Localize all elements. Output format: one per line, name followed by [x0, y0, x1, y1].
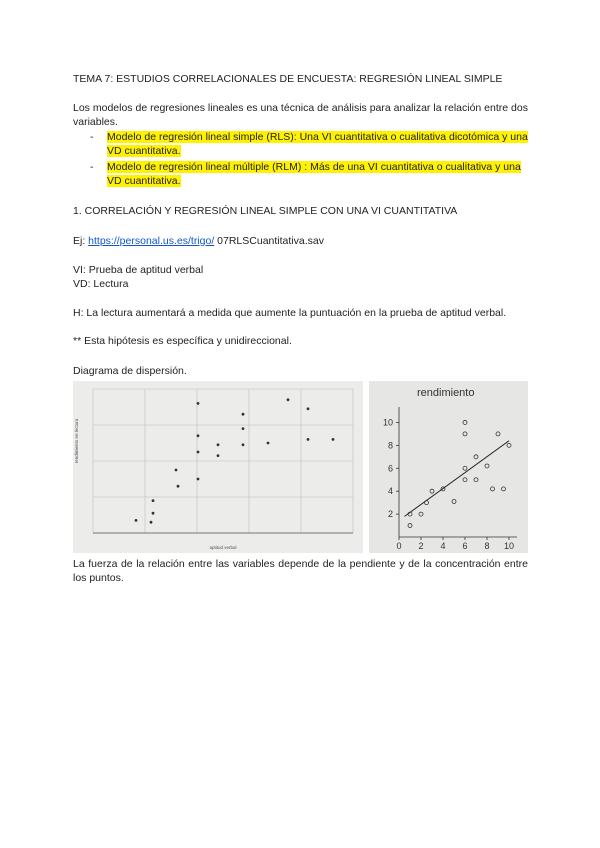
- scatter-chart-rendimiento: [369, 381, 528, 553]
- data-point: [197, 434, 200, 437]
- scatter-figure-right: [369, 381, 528, 553]
- data-point: [217, 443, 220, 446]
- data-point: [242, 443, 245, 446]
- example-link[interactable]: https://personal.us.es/trigo/: [88, 235, 215, 247]
- data-point: [452, 499, 456, 503]
- data-point: [217, 454, 220, 457]
- data-point: [307, 438, 310, 441]
- diagram-label: Diagrama de dispersión.: [73, 365, 187, 377]
- data-point: [152, 512, 155, 515]
- x-tick-label: 2: [418, 541, 424, 551]
- data-point: [408, 524, 412, 528]
- data-point: [474, 478, 478, 482]
- data-point: [197, 402, 200, 405]
- data-point: [150, 521, 153, 524]
- intro-paragraph: Los modelos de regresiones lineales es una técnica de análisis para analizar la relación entre dos variables.: [73, 102, 528, 128]
- data-point: [197, 451, 200, 454]
- example-line: [73, 235, 528, 249]
- data-point: [307, 407, 310, 410]
- data-point: [152, 499, 155, 502]
- bullet-item-rls: [107, 131, 528, 158]
- scatter-figure-left: [73, 381, 363, 553]
- data-point: [474, 455, 478, 459]
- data-point: [496, 432, 500, 436]
- data-point: [242, 427, 245, 430]
- data-point: [463, 432, 467, 436]
- y-tick-label: 10: [382, 417, 393, 428]
- hypothesis-note: ** Esta hipótesis es específica y unidireccional.: [73, 335, 292, 347]
- y-tick-label: 8: [387, 440, 393, 451]
- data-point: [502, 487, 506, 491]
- data-point: [177, 485, 180, 488]
- chart-title: rendimiento: [417, 387, 475, 399]
- x-axis-label: aptitud verbal: [209, 545, 237, 550]
- example-suffix: 07RLSCuantitativa.sav: [214, 235, 324, 247]
- y-tick-label: 4: [387, 486, 393, 497]
- data-point: [507, 443, 511, 447]
- data-point: [175, 469, 178, 472]
- data-point: [463, 478, 467, 482]
- x-tick-label: 8: [484, 541, 490, 551]
- data-point: [419, 512, 423, 516]
- y-axis-label: rendimiento en lectura: [74, 418, 79, 464]
- page-title: TEMA 7: ESTUDIOS CORRELACIONALES DE ENCUESTA: REGRESIÓN LINEAL SIMPLE: [73, 73, 503, 85]
- data-point: [463, 420, 467, 424]
- closing-paragraph: La fuerza de la relación entre las variables depende de la pendiente y de la concentración entre los puntos.: [73, 558, 528, 584]
- vi-line: VI: Prueba de aptitud verbal: [73, 264, 204, 276]
- y-tick-label: 2: [387, 509, 393, 520]
- bullet-marker: -: [90, 161, 94, 173]
- data-point: [463, 466, 467, 470]
- data-point: [430, 489, 434, 493]
- data-point: [287, 398, 290, 401]
- data-point: [491, 487, 495, 491]
- vd-line: VD: Lectura: [73, 278, 129, 290]
- data-point: [197, 478, 200, 481]
- data-point: [425, 501, 429, 505]
- x-tick-label: 6: [462, 541, 468, 551]
- data-point: [267, 442, 270, 445]
- data-point: [332, 438, 335, 441]
- data-point: [485, 464, 489, 468]
- scatter-chart-aptitud: [73, 381, 363, 553]
- hypothesis-paragraph: H: La lectura aumentará a medida que aumente la puntuación en la prueba de aptitud verbal.: [73, 307, 507, 319]
- bullet-marker: -: [90, 131, 94, 143]
- example-prefix: Ej:: [73, 235, 89, 247]
- y-tick-label: 6: [387, 463, 393, 474]
- section-heading: 1. CORRELACIÓN Y REGRESIÓN LINEAL SIMPLE CON UNA VI CUANTITATIVA: [73, 205, 458, 217]
- data-point: [135, 519, 138, 522]
- x-tick-label: 0: [396, 541, 402, 551]
- data-point: [242, 413, 245, 416]
- x-tick-label: 4: [440, 541, 446, 551]
- x-tick-label: 10: [503, 541, 515, 551]
- bullet-text: Modelo de regresión lineal múltiple (RLM) : Más de una VI cuantitativa o cualitativa y una VD cuantitativa.: [107, 161, 521, 187]
- bullet-item-rlm: [107, 161, 528, 188]
- bullet-text: Modelo de regresión lineal simple (RLS): Una VI cuantitativa o cualitativa dicotómica y una VD cuantitativa.: [107, 131, 528, 157]
- trend-line: [405, 441, 510, 517]
